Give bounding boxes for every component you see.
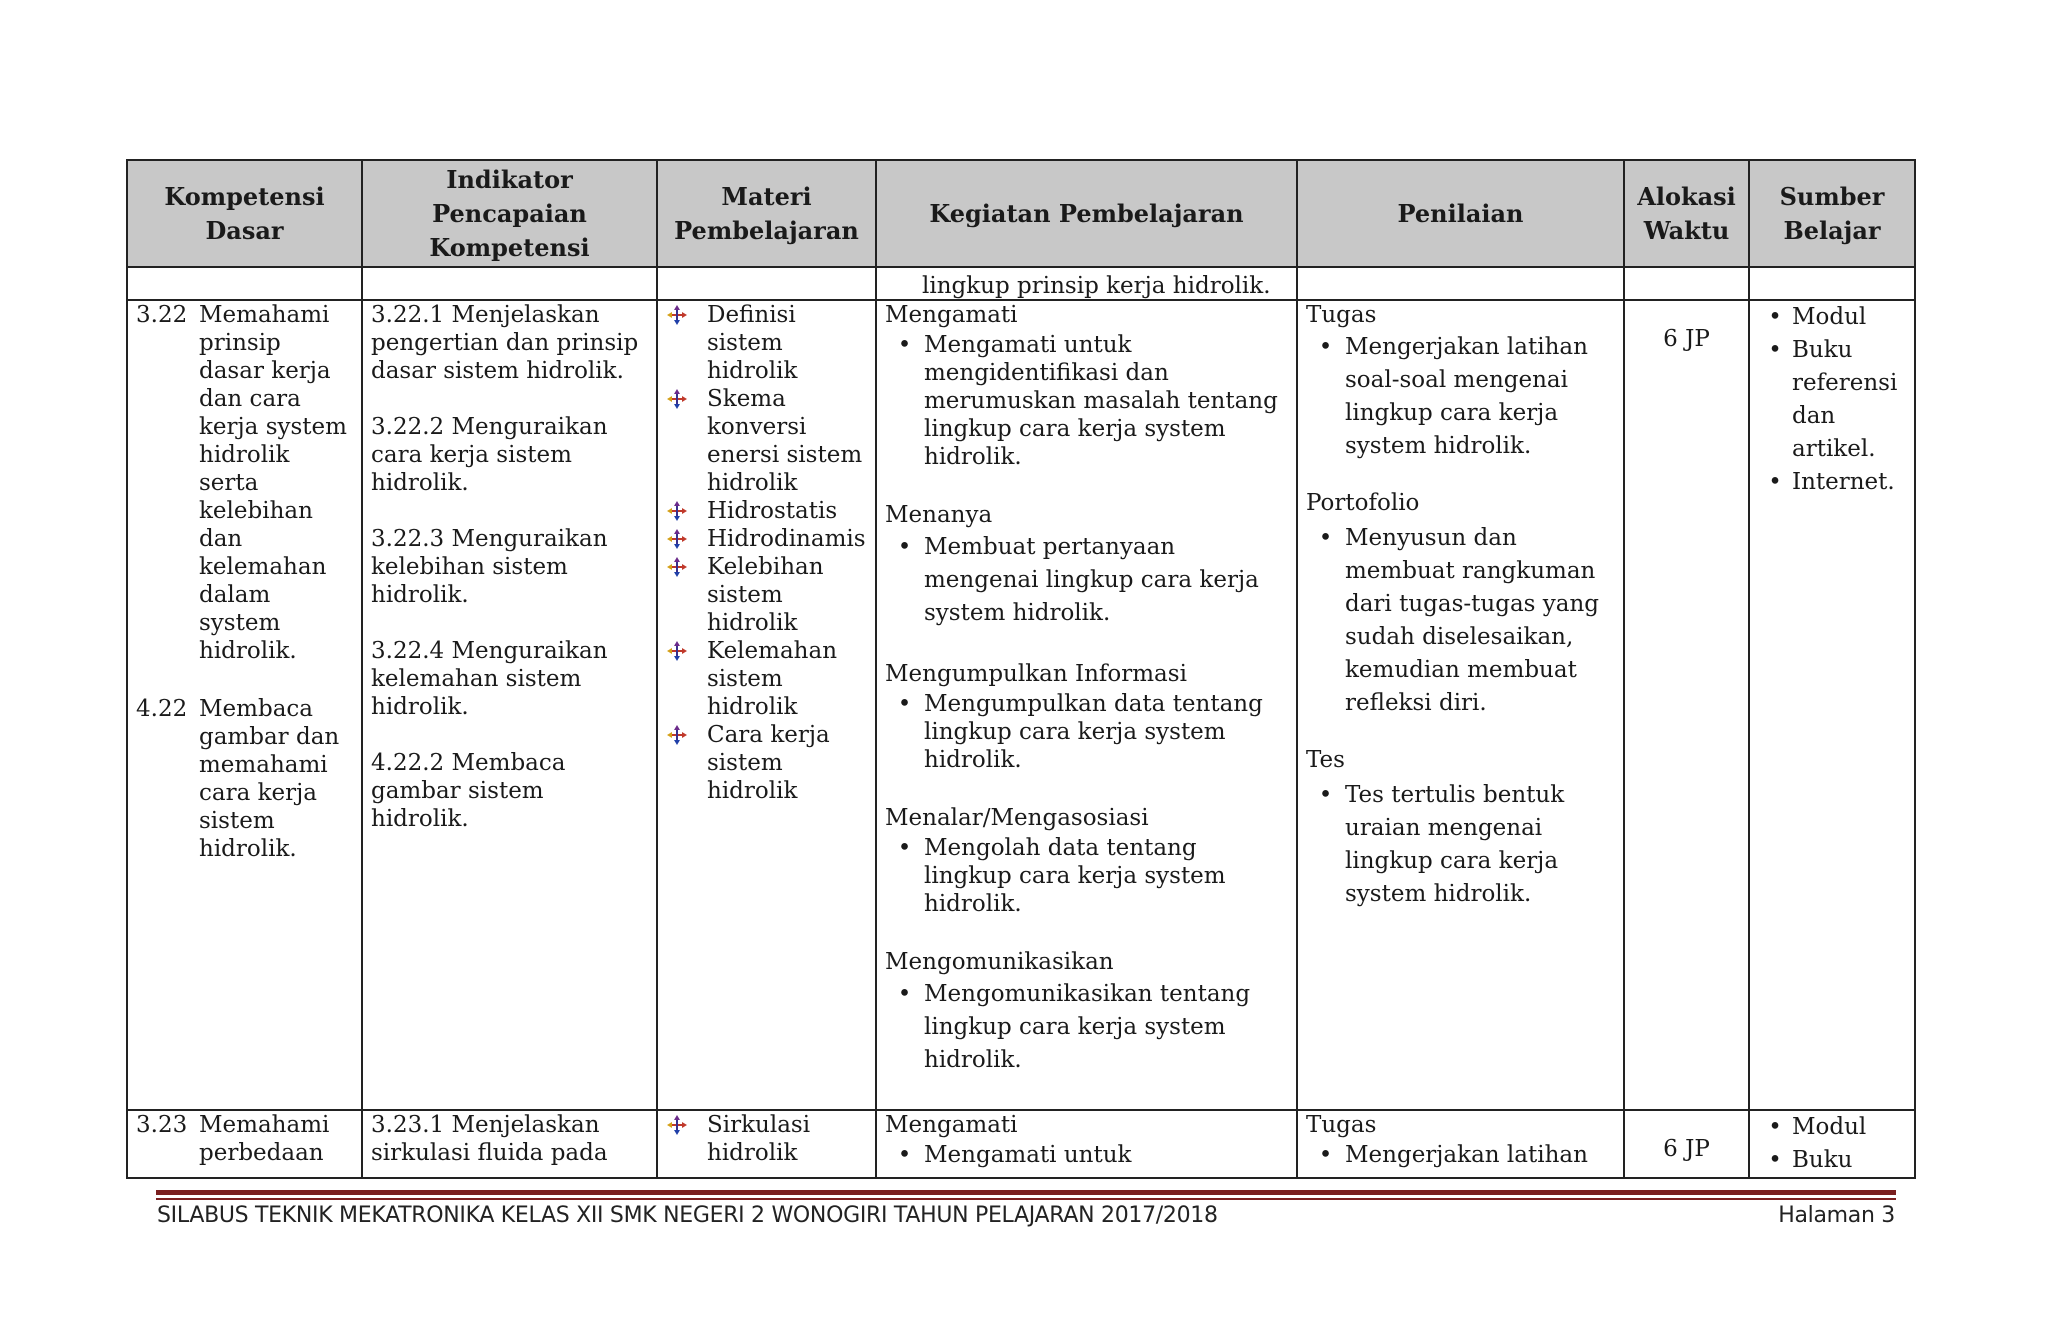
header-penilaian: Penilaian xyxy=(1297,160,1624,267)
kd-number: 4.22 xyxy=(136,696,188,722)
indikator-cell: 3.23.1 Menjelaskan sirkulasi fluida pada xyxy=(362,1110,657,1178)
penilaian-title: Tugas xyxy=(1306,1112,1377,1138)
penilaian-title: Portofolio xyxy=(1306,490,1420,516)
arrow-bullet-icon xyxy=(666,385,707,410)
header-indikator: Indikator Pencapaian Kompetensi xyxy=(362,160,657,267)
kegiatan-item: • Mengolah data tentang lingkup cara kerja system hidrolik. xyxy=(897,835,1226,917)
continuation-row xyxy=(127,267,1915,300)
arrow-bullet-icon xyxy=(666,637,707,662)
kegiatan-item: • Mengamati untuk xyxy=(897,1142,1132,1168)
arrow-bullet-icon xyxy=(666,1111,707,1136)
materi-item: Skema konversi enersi sistem hidrolik xyxy=(666,385,867,497)
header-sumber: Sumber Belajar xyxy=(1749,160,1915,267)
table-row xyxy=(127,300,1915,1110)
indikator-cell xyxy=(362,300,657,1110)
footer-rule xyxy=(156,1190,1896,1195)
penilaian-item: • Mengerjakan latihan soal-soal mengenai lingkup cara kerja system hidrolik. xyxy=(1318,334,1588,459)
header-materi: Materi Pembelajaran xyxy=(657,160,876,267)
penilaian-item: • Menyusun dan membuat rangkuman dari tugas-tugas yang sudah diselesaikan, kemudian membuat refleksi diri. xyxy=(1318,525,1600,716)
continuation-text: lingkup prinsip kerja hidrolik. xyxy=(876,267,1297,300)
header-alokasi: Alokasi Waktu xyxy=(1624,160,1749,267)
arrow-bullet-icon xyxy=(666,525,707,550)
sumber-item: • Modul xyxy=(1768,304,1867,330)
indikator-item: 3.22.4 Menguraikan kelemahan sistem hidrolik. xyxy=(371,638,608,720)
indikator-item: 3.22.3 Menguraikan kelebihan sistem hidrolik. xyxy=(371,526,608,608)
alokasi-cell: 6 JP xyxy=(1624,300,1749,1110)
header-kompetensi-dasar: Kompetensi Dasar xyxy=(127,160,362,267)
sumber-cell xyxy=(1749,1110,1915,1178)
penilaian-title: Tugas xyxy=(1306,302,1377,328)
materi-item: Sirkulasi hidrolik xyxy=(666,1111,867,1167)
materi-item: Definisi sistem hidrolik xyxy=(666,301,867,385)
kegiatan-item: • Membuat pertanyaan mengenai lingkup cara kerja system hidrolik. xyxy=(897,534,1259,626)
footer-rule xyxy=(156,1198,1896,1200)
kd-text: Membaca gambar dan memahami cara kerja sistem hidrolik. xyxy=(199,696,340,862)
kegiatan-title: Mengamati xyxy=(885,302,1018,328)
kd-cell xyxy=(127,1110,362,1178)
kegiatan-item: • Mengumpulkan data tentang lingkup cara kerja system hidrolik. xyxy=(897,691,1263,773)
arrow-bullet-icon xyxy=(666,553,707,578)
kegiatan-item: • Mengamati untuk mengidentifikasi dan merumuskan masalah tentang lingkup cara kerja system hidrolik. xyxy=(897,332,1278,470)
kegiatan-cell xyxy=(876,300,1297,1110)
materi-cell xyxy=(657,300,876,1110)
kegiatan-title: Menalar/Mengasosiasi xyxy=(885,805,1149,831)
page-number: Halaman 3 xyxy=(1778,1203,1895,1228)
kegiatan-title: Mengomunikasikan xyxy=(885,949,1114,975)
kd-number: 3.23 xyxy=(136,1112,188,1138)
indikator-item: 4.22.2 Membaca gambar sistem hidrolik. xyxy=(371,750,566,832)
indikator-item: 3.22.1 Menjelaskan pengertian dan prinsip dasar sistem hidrolik. xyxy=(371,302,639,384)
sumber-item: • Buku xyxy=(1768,1147,1853,1173)
kegiatan-title: Menanya xyxy=(885,502,993,528)
sumber-cell xyxy=(1749,300,1915,1110)
kd-number: 3.22 xyxy=(136,302,188,328)
kegiatan-title: Mengumpulkan Informasi xyxy=(885,661,1187,687)
footer-title: SILABUS TEKNIK MEKATRONIKA KELAS XII SMK NEGERI 2 WONOGIRI TAHUN PELAJARAN 2017/2018 xyxy=(157,1203,1218,1228)
materi-item: Kelebihan sistem hidrolik xyxy=(666,553,867,637)
penilaian-item: • Tes tertulis bentuk uraian mengenai lingkup cara kerja system hidrolik. xyxy=(1318,782,1565,907)
sumber-item: • Internet. xyxy=(1768,469,1895,495)
materi-item: Cara kerja sistem hidrolik xyxy=(666,721,867,805)
kd-cell xyxy=(127,300,362,1110)
page-footer xyxy=(157,1203,1895,1228)
penilaian-title: Tes xyxy=(1306,747,1345,773)
kegiatan-title: Mengamati xyxy=(885,1112,1018,1138)
kegiatan-item: • Mengomunikasikan tentang lingkup cara kerja system hidrolik. xyxy=(897,981,1251,1073)
sumber-item: • Buku referensi dan artikel. xyxy=(1768,337,1898,462)
kd-item xyxy=(136,301,353,665)
materi-cell xyxy=(657,1110,876,1178)
penilaian-item: • Mengerjakan latihan xyxy=(1318,1142,1588,1168)
kegiatan-cell xyxy=(876,1110,1297,1178)
materi-item: Hidrodinamis xyxy=(666,525,867,553)
materi-item: Kelemahan sistem hidrolik xyxy=(666,637,867,721)
penilaian-cell xyxy=(1297,1110,1624,1178)
alokasi-cell: 6 JP xyxy=(1624,1110,1749,1178)
arrow-bullet-icon xyxy=(666,301,707,326)
indikator-item: 3.22.2 Menguraikan cara kerja sistem hidrolik. xyxy=(371,414,608,496)
arrow-bullet-icon xyxy=(666,497,707,522)
kd-text: Memahami prinsip dasar kerja dan cara kerja system hidrolik serta kelebihan dan kelemahan dalam system hidrolik. xyxy=(199,302,347,664)
header-kegiatan: Kegiatan Pembelajaran xyxy=(876,160,1297,267)
syllabus-table xyxy=(126,159,1916,1179)
kd-item xyxy=(136,1111,353,1167)
kd-item xyxy=(136,695,353,863)
penilaian-cell xyxy=(1297,300,1624,1110)
header-row xyxy=(127,160,1915,267)
table-row xyxy=(127,1110,1915,1178)
arrow-bullet-icon xyxy=(666,721,707,746)
kd-text: Memahami perbedaan xyxy=(199,1112,330,1166)
sumber-item: • Modul xyxy=(1768,1114,1867,1140)
materi-item: Hidrostatis xyxy=(666,497,867,525)
